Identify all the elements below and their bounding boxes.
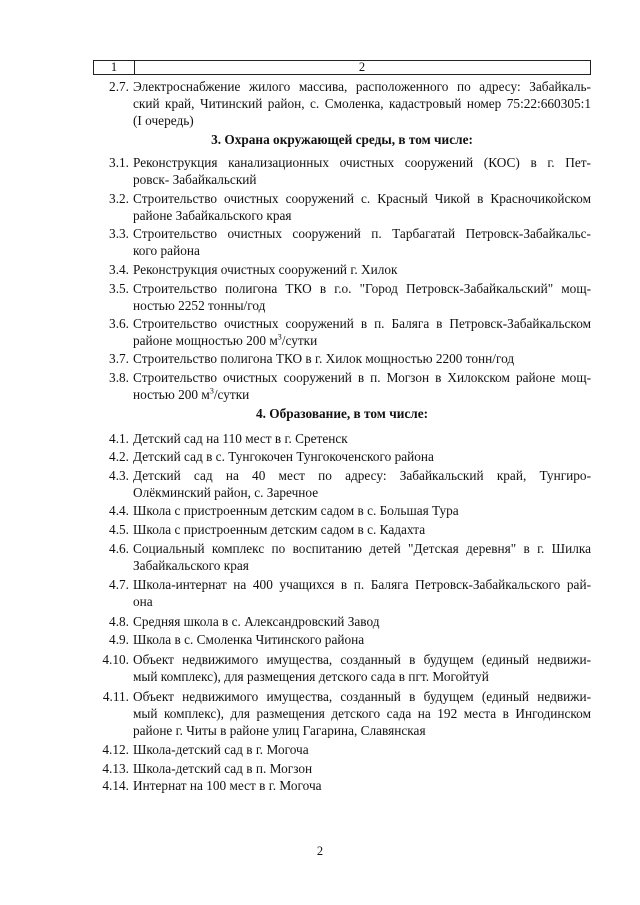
item-number: 3.2. bbox=[109, 191, 129, 206]
item-text-segment: мый комплекс), для размещения детского сада в пгт. Могойтуй bbox=[133, 669, 489, 684]
item-text-line bbox=[133, 242, 591, 259]
item-text bbox=[133, 502, 591, 519]
item-text bbox=[133, 521, 591, 538]
item-text-segment: районе г. Читы в районе улиц Гагарина, Славянская bbox=[133, 723, 426, 738]
item-text-segment: Школа с пристроенным детским садом в с. Большая Тура bbox=[133, 503, 459, 518]
item-number: 4.4. bbox=[109, 503, 129, 518]
item-number: 4.14. bbox=[102, 778, 129, 793]
list-item bbox=[93, 78, 591, 129]
list-item bbox=[93, 261, 591, 278]
item-text-line bbox=[133, 315, 591, 332]
item-text-segment: Электроснабжение жилого массива, расположенного по адресу: Забайкаль- bbox=[133, 79, 591, 94]
item-text bbox=[133, 576, 591, 610]
list-item bbox=[93, 369, 591, 403]
item-text bbox=[133, 350, 591, 367]
list-item bbox=[93, 280, 591, 314]
item-text-line bbox=[133, 112, 591, 129]
item-number: 3.7. bbox=[109, 351, 129, 366]
item-text-segment: Школа-детский сад в п. Могзон bbox=[133, 761, 313, 776]
list-item bbox=[93, 777, 591, 794]
item-text-line bbox=[133, 540, 591, 557]
item-text-segment: Реконструкция канализационных очистных сооружений (КОС) в г. Пет- bbox=[133, 155, 591, 170]
item-text-line bbox=[133, 631, 591, 648]
item-text-segment: Средняя школа в с. Александровский Завод bbox=[133, 614, 380, 629]
list-item bbox=[93, 651, 591, 685]
item-text-line bbox=[133, 722, 591, 739]
item-text-line bbox=[133, 467, 591, 484]
item-text bbox=[133, 631, 591, 648]
item-text-line bbox=[133, 688, 591, 705]
list-item bbox=[93, 225, 591, 259]
item-text-line bbox=[133, 741, 591, 758]
item-text-line bbox=[133, 593, 591, 610]
list-item bbox=[93, 467, 591, 501]
item-text bbox=[133, 467, 591, 501]
item-number: 4.3. bbox=[109, 468, 129, 483]
item-text-tail: /сутки bbox=[281, 333, 318, 348]
item-text-line bbox=[133, 521, 591, 538]
item-number: 4.8. bbox=[109, 614, 129, 629]
item-text-line bbox=[133, 261, 591, 278]
item-text-line bbox=[133, 777, 591, 794]
item-text-segment: Детский сад на 40 мест по адресу: Забайкальский край, Тунгиро- bbox=[133, 468, 591, 483]
item-text-line bbox=[133, 332, 591, 349]
column-2-header: 2 bbox=[358, 60, 366, 74]
item-text-segment: она bbox=[133, 594, 153, 609]
item-number: 4.12. bbox=[102, 742, 129, 757]
table-header-row bbox=[93, 60, 591, 75]
item-number: 2.7. bbox=[109, 79, 129, 94]
item-text-line bbox=[133, 350, 591, 367]
section-heading-environment: 3. Охрана окружающей среды, в том числе: bbox=[211, 132, 473, 147]
item-number: 3.8. bbox=[109, 370, 129, 385]
item-text-line bbox=[133, 280, 591, 297]
item-text-line bbox=[133, 448, 591, 465]
item-text-segment: Строительство очистных сооружений п. Тарбагатай Петровск-Забайкальс- bbox=[133, 226, 591, 241]
item-text-segment: Строительство полигона ТКО в г.о. "Город Петровск-Забайкальский" мощ- bbox=[133, 281, 591, 296]
superscript: 3 bbox=[209, 386, 214, 396]
item-text bbox=[133, 760, 591, 777]
item-text-segment: Социальный комплекс по воспитанию детей "Детская деревня" в г. Шилка bbox=[133, 541, 591, 556]
item-text-segment: Олёкминский район, с. Заречное bbox=[133, 485, 319, 500]
item-text-line bbox=[133, 668, 591, 685]
page-number: 2 bbox=[316, 844, 324, 858]
section-heading-education: 4. Образование, в том числе: bbox=[255, 406, 429, 421]
item-text-line bbox=[133, 613, 591, 630]
item-text bbox=[133, 448, 591, 465]
item-text bbox=[133, 741, 591, 758]
item-text-line bbox=[133, 171, 591, 188]
item-text-line bbox=[133, 484, 591, 501]
item-number: 4.13. bbox=[102, 761, 129, 776]
item-text-line bbox=[133, 705, 591, 722]
item-text-segment: Школа-детский сад в г. Могоча bbox=[133, 742, 309, 757]
item-text-line bbox=[133, 386, 591, 403]
item-number: 4.11. bbox=[102, 689, 129, 704]
item-text-line bbox=[133, 297, 591, 314]
item-text-segment: ностью 2252 тонны/год bbox=[133, 298, 266, 313]
item-text bbox=[133, 651, 591, 685]
item-text bbox=[133, 78, 591, 129]
item-text bbox=[133, 190, 591, 224]
list-item bbox=[93, 350, 591, 367]
item-number: 4.2. bbox=[109, 449, 129, 464]
list-item bbox=[93, 741, 591, 758]
item-text bbox=[133, 280, 591, 314]
list-item bbox=[93, 154, 591, 188]
item-text bbox=[133, 688, 591, 739]
item-text-line bbox=[133, 78, 591, 95]
list-item bbox=[93, 688, 591, 739]
item-number: 3.4. bbox=[109, 262, 129, 277]
item-text bbox=[133, 777, 591, 794]
item-text-tail: /сутки bbox=[213, 387, 250, 402]
list-item bbox=[93, 760, 591, 777]
item-text-segment: Детский сад в с. Тунгокочен Тунгокоченского района bbox=[133, 449, 434, 464]
superscript: 3 bbox=[277, 332, 282, 342]
item-text-segment: районе Забайкальского края bbox=[133, 208, 292, 223]
list-item bbox=[93, 521, 591, 538]
item-text-segment: кого района bbox=[133, 243, 200, 258]
list-item bbox=[93, 315, 591, 349]
item-text bbox=[133, 225, 591, 259]
item-number: 3.5. bbox=[109, 281, 129, 296]
item-text-segment: Забайкальского края bbox=[133, 558, 249, 573]
item-number: 4.10. bbox=[102, 652, 129, 667]
list-item bbox=[93, 576, 591, 610]
item-text bbox=[133, 369, 591, 403]
list-item bbox=[93, 540, 591, 574]
item-number: 4.1. bbox=[109, 431, 129, 446]
item-number: 4.7. bbox=[109, 577, 129, 592]
item-text-segment: Строительство очистных сооружений в п. Могзон в Хилокском районе мощ- bbox=[133, 370, 591, 385]
item-text-segment: ностью 200 м bbox=[133, 387, 210, 402]
item-text bbox=[133, 154, 591, 188]
item-text-line bbox=[133, 557, 591, 574]
list-item bbox=[93, 430, 591, 447]
item-text-segment: ровск- Забайкальский bbox=[133, 172, 257, 187]
item-text-line bbox=[133, 502, 591, 519]
list-item bbox=[93, 448, 591, 465]
list-item bbox=[93, 613, 591, 630]
item-text-line bbox=[133, 576, 591, 593]
item-number: 3.1. bbox=[109, 155, 129, 170]
item-text-segment: районе мощностью 200 м bbox=[133, 333, 278, 348]
item-text-line bbox=[133, 651, 591, 668]
list-item bbox=[93, 502, 591, 519]
item-text-segment: Детский сад на 110 мест в г. Сретенск bbox=[133, 431, 348, 446]
item-text-line bbox=[133, 207, 591, 224]
item-text-segment: Школа-интернат на 400 учащихся в п. Баляга Петровск-Забайкальского рай- bbox=[133, 577, 591, 592]
item-text-segment: Строительство полигона ТКО в г. Хилок мощностью 2200 тонн/год bbox=[133, 351, 515, 366]
item-text bbox=[133, 430, 591, 447]
item-text-segment: Объект недвижимого имущества, созданный в будущем (единый недвижи- bbox=[133, 652, 591, 667]
item-text-line bbox=[133, 225, 591, 242]
item-text-line bbox=[133, 154, 591, 171]
item-number: 3.3. bbox=[109, 226, 129, 241]
item-text-segment: Школа в с. Смоленка Читинского района bbox=[133, 632, 365, 647]
column-1-header: 1 bbox=[94, 61, 135, 74]
item-text bbox=[133, 315, 591, 349]
item-number: 4.9. bbox=[109, 632, 129, 647]
item-text-line bbox=[133, 760, 591, 777]
item-text bbox=[133, 540, 591, 574]
item-text-segment: мый комплекс), для размещения детского сада на 192 места в Ингодинском bbox=[133, 706, 591, 721]
item-text bbox=[133, 261, 591, 278]
item-text-segment: Строительство очистных сооружений в п. Баляга в Петровск-Забайкальском bbox=[133, 316, 591, 331]
list-item bbox=[93, 631, 591, 648]
item-text-line bbox=[133, 430, 591, 447]
item-text-line bbox=[133, 95, 591, 112]
item-text-segment: (I очередь) bbox=[133, 113, 194, 128]
item-text-line bbox=[133, 369, 591, 386]
item-number: 4.5. bbox=[109, 522, 129, 537]
item-text-segment: Школа с пристроенным детским садом в с. Кадахта bbox=[133, 522, 426, 537]
item-text-segment: ский край, Читинский район, с. Смоленка, кадастровый номер 75:22:660305:1 bbox=[133, 96, 591, 111]
item-text-segment: Интернат на 100 мест в г. Могоча bbox=[133, 778, 322, 793]
item-text-segment: Строительство очистных сооружений с. Красный Чикой в Красночикойском bbox=[133, 191, 591, 206]
item-text-line bbox=[133, 190, 591, 207]
item-text bbox=[133, 613, 591, 630]
item-number: 3.6. bbox=[109, 316, 129, 331]
item-number: 4.6. bbox=[109, 541, 129, 556]
item-text-segment: Реконструкция очистных сооружений г. Хилок bbox=[133, 262, 398, 277]
list-item bbox=[93, 190, 591, 224]
item-text-segment: Объект недвижимого имущества, созданный в будущем (единый недвижи- bbox=[133, 689, 591, 704]
